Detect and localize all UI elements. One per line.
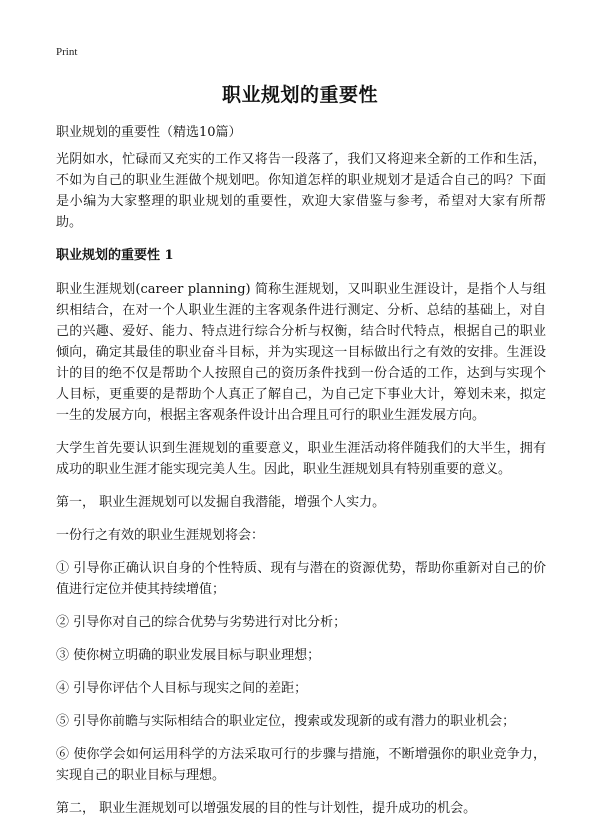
intro-paragraph: 光阴如水，忙碌而又充实的工作又将告一段落了，我们又将迎来全新的工作和生活，不如为自己的职业生涯做个规划吧。你知道怎样的职业规划才是适合自己的吗？下面是小编为大家整理的职业规划的重要性，欢迎大家借鉴与参考，希望对大家有所帮助。 xyxy=(56,152,546,230)
paragraph-point-1: 第一， 职业生涯规划可以发掘自我潜能，增强个人实力。 xyxy=(56,495,386,510)
list-item-3: ③ 使你树立明确的职业发展目标与职业理想； xyxy=(56,648,321,663)
paragraph-significance: 大学生首先要认识到生涯规划的重要意义，职业生涯活动将伴随我们的大半生，拥有成功的职业生涯才能实现完美人生。因此，职业生涯规划具有特别重要的意义。 xyxy=(56,441,546,477)
document-subtitle: 职业规划的重要性（精选10篇） xyxy=(56,125,242,140)
page-title: 职业规划的重要性 xyxy=(221,84,378,106)
list-item-1: ① 引导你正确认识自身的个性特质、现有与潜在的资源优势，帮助你重新对自己的价值进行定位并使其持续增值； xyxy=(56,561,546,597)
paragraph-point-2: 第二， 职业生涯规划可以增强发展的目的性与计划性，提升成功的机会。 xyxy=(56,801,477,816)
list-item-5: ⑤ 引导你前瞻与实际相结合的职业定位，搜索或发现新的或有潜力的职业机会； xyxy=(56,714,516,729)
paragraph-plan-intro: 一份行之有效的职业生涯规划将会： xyxy=(56,528,265,543)
paragraph-definition: 职业生涯规划(career planning) 简称生涯规划，又叫职业生涯设计，是指个人与组织相结合，在对一个人职业生涯的主客观条件进行测定、分析、总结的基础上，对自己的兴趣、爱好、能力、特点进行综合分析与权衡，结合时代特点，根据自己的职业倾向，确定其最佳的职业奋斗目标，并为实现这一目标做出行之有效的安排。生涯设计的目的绝不仅是帮助个人按照自己的资历条件找到一份合适的工作，达到与实现个人目标，更重要的是帮助个人真正了解自己，为自己定下事业大计，筹划未来，拟定一生的发展方向，根据主客观条件设计出合理且可行的职业生涯发展方向。 xyxy=(56,282,546,423)
list-item-2: ② 引导你对自己的综合优势与劣势进行对比分析； xyxy=(56,615,347,630)
print-link[interactable]: Print xyxy=(56,46,78,58)
list-item-6: ⑥ 使你学会如何运用科学的方法采取可行的步骤与措施，不断增强你的职业竞争力，实现自己的职业目标与理想。 xyxy=(56,747,546,783)
list-item-4: ④ 引导你评估个人目标与现实之间的差距； xyxy=(56,681,308,696)
article-body xyxy=(56,149,546,831)
section-heading: 职业规划的重要性 1 xyxy=(56,248,174,263)
